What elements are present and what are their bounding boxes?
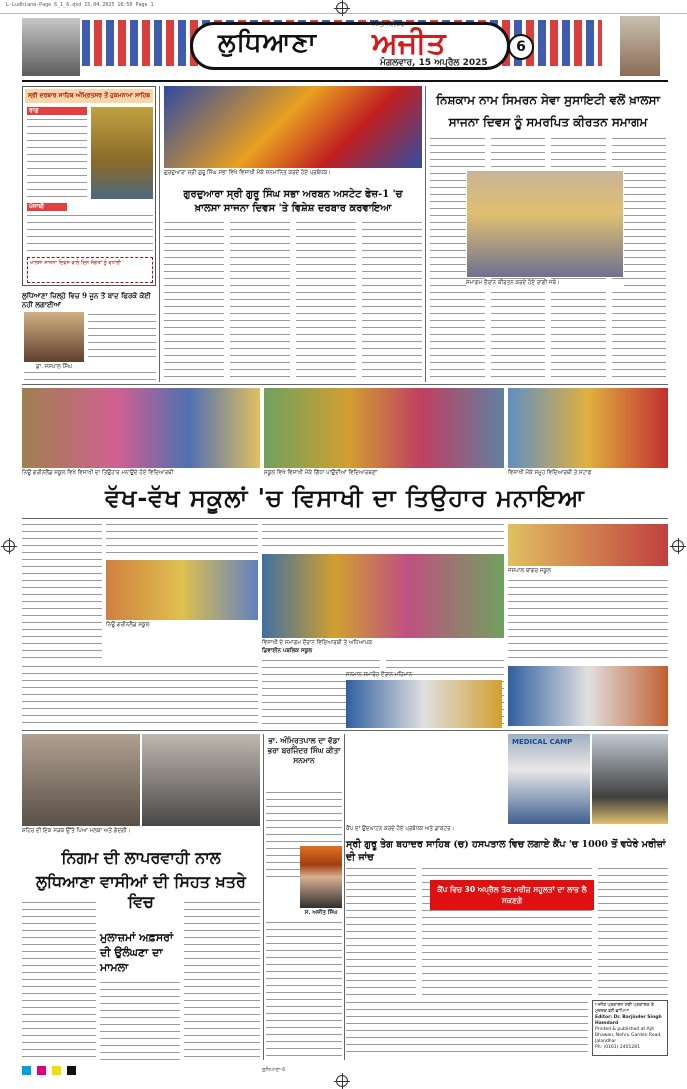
punjabi-label: ਪੰਜਾਬੀ — [27, 203, 67, 211]
clock-tower-image — [620, 16, 660, 76]
page-number: 6 — [508, 34, 534, 60]
imprint-line-4: Ph: (0161) 2401281 — [595, 1045, 640, 1050]
body-column — [296, 220, 356, 380]
color-bar — [22, 1064, 668, 1076]
school-photo-5-caption: ਵਿਸਾਖੀ ਦੇ ਸਮਾਗਮ ਦੌਰਾਨ ਵਿਦਿਆਰਥੀ ਤੇ ਅਧਿਆਪਕ — [262, 640, 373, 646]
gurdwara-headline-2: ਖ਼ਾਲਸਾ ਸਾਜਨਾ ਦਿਵਸ 'ਤੇ ਵਿਸ਼ੇਸ਼ ਦਰਬਾਰ ਕਰਵਾਇਆ — [194, 203, 392, 214]
section-name: ਲੁਧਿਆਣਾ — [218, 28, 317, 58]
body-column — [598, 866, 668, 998]
section-rule — [22, 384, 668, 385]
camp-photo-2 — [592, 734, 668, 824]
camp-headline: ਸ੍ਰੀ ਗੁਰੂ ਤੇਗ ਬਹਾਦਰ ਸਾਹਿਬ (ਚ) ਹਸਪਤਾਲ ਵਿਚ ਲਗਾਏ ਕੈਂਪ 'ਚ 1000 ਤੋਂ ਵਧੇਰੇ ਮਰੀਜ਼ਾਂ ਦੀ ਜਾਂਚ — [346, 839, 666, 863]
nigam-body-2 — [100, 980, 180, 1060]
section-rule — [22, 518, 668, 519]
camp-photo-caption: ਕੈਂਪ ਦਾ ਉਦਘਾਟਨ ਕਰਦੇ ਹੋਏ ਪ੍ਰਬੰਧਕ ਅਤੇ ਡਾਕਟਰ। — [346, 826, 455, 832]
body-column — [230, 220, 290, 380]
hukamnama-text — [27, 117, 87, 201]
portrait-caption: ਡਾ. ਜਸਪਾਲ ਸਿੰਘ — [35, 364, 72, 370]
imprint-box — [592, 1000, 668, 1056]
nigam-body-3 — [184, 900, 260, 1060]
school-photo-1-caption: ਨਿਊ ਗਰੀਨਲੈਂਡ ਸਕੂਲ ਵਿਖੇ ਵਿਸਾਖੀ ਦਾ ਤਿਉਹਾਰ ਮਨਾਉਂਦੇ ਹੋਏ ਵਿਦਿਆਰਥੀ — [22, 470, 174, 476]
school-sub-1: ਨਿਊ ਗਰੀਨਲੈਂਡ ਸਕੂਲ — [106, 622, 150, 628]
nigam-body-1 — [22, 900, 96, 1060]
translation-text — [27, 213, 153, 253]
school-photo-3 — [508, 388, 668, 468]
side-story-text — [88, 312, 156, 360]
statue-image — [22, 18, 80, 76]
registration-mark-icon — [672, 540, 684, 552]
garbage-photo-2 — [142, 734, 260, 826]
kirtan-photo — [466, 170, 624, 278]
school-sub-2: ਡਿਵਾਈਨ ਪਬਲਿਕ ਸਕੂਲ — [262, 648, 313, 654]
gurdwara-body — [164, 220, 422, 380]
yellow-swatch — [52, 1066, 61, 1075]
school-sub-3: ਜਸਪਾਲ ਬਾਂਗਰ ਸਕੂਲ — [508, 568, 551, 574]
nigam-headline-1: ਨਿਗਮ ਦੀ ਲਾਪਰਵਾਹੀ ਨਾਲ — [61, 848, 221, 867]
cyan-swatch — [22, 1066, 31, 1075]
school-photo-1 — [22, 388, 260, 468]
camp-photo-1 — [508, 734, 590, 824]
obituary-photo — [300, 846, 342, 908]
body-column — [346, 866, 416, 998]
raag-label: ਰਾਗੁ — [27, 107, 87, 115]
event-photo — [346, 680, 502, 728]
nishkam-headline-2: ਸਾਜਨਾ ਦਿਵਸ ਨੂੰ ਸਮਰਪਿਤ ਕੀਰਤਨ ਸਮਾਗਮ — [448, 115, 648, 129]
school-photo-2-caption: ਸਕੂਲ ਵਿਖੇ ਵਿਸਾਖੀ ਮੌਕੇ ਗਿੱਧਾ ਪਾਉਂਦੀਆਂ ਵਿਦਿਆਰਥਣਾਂ — [264, 470, 377, 476]
schools-body-mid — [262, 522, 504, 552]
section-rule — [22, 730, 668, 731]
nigam-pullquote: ਮੁਲਾਜ਼ਮਾਂ ਅਫ਼ਸਰਾਂ ਦੀ ਉਲੰਘਣਾ ਦਾ ਮਾਮਲਾ — [100, 931, 174, 974]
column-divider — [159, 86, 160, 382]
masthead — [22, 14, 668, 78]
side-story-headline: ਲੁਧਿਆਣਾ ਜ਼ਿਲ੍ਹੇ ਵਿਚ 9 ਜੂਨ ਤੋਂ ਬਾਦ ਫਿਰਕੋ ਕੋਈ ਨਹੀਂ ਲਗਾਈਆਂ — [22, 291, 151, 309]
registration-mark-icon — [336, 2, 348, 14]
body-column — [164, 220, 224, 380]
crop-line: L-Ludhiana-Page 6_1_6.qxd 15.04.2025 16:50 Page 1 — [0, 0, 687, 14]
imprint-line-2: Editor: Dr. Barjinder Singh Hamdard — [595, 1015, 662, 1026]
kirtan-photo-caption: ਸਮਾਗਮ ਦੌਰਾਨ ਕੀਰਤਨ ਕਰਦੇ ਹੋਏ ਰਾਗੀ ਜਥੇ। — [466, 280, 624, 287]
bottom-line: ਲੁਧਿਆਣਾ-6 — [262, 1067, 286, 1073]
registration-mark-icon — [336, 1075, 348, 1087]
nishkam-headline-1: ਨਿਸ਼ਕਾਮ ਨਾਮ ਸਿਮਰਨ ਸੇਵਾ ਸੁਸਾਇਟੀ ਵਲੋਂ ਖ਼ਾਲਸਾ — [436, 93, 660, 107]
edition-tag: ਅਜੀਤ ਜਲੰਧਰ — [367, 20, 405, 28]
paper-name: ਅਜੀਤ — [372, 26, 446, 61]
schools-body-left — [22, 522, 102, 660]
gurdwara-photo-caption: ਗੁਰਦੁਆਰਾ ਸ੍ਰੀ ਗੁਰੂ ਸਿੰਘ ਸਭਾ ਵਿਖੇ ਵਿਸਾਖੀ ਮੌਕੇ ਸਨਮਾਨਿਤ ਕਰਦੇ ਹੋਏ ਪ੍ਰਬੰਧਕ। — [164, 170, 332, 176]
school-photo-2 — [264, 388, 504, 468]
gurdwara-headline-1: ਗੁਰਦੁਆਰਾ ਸ੍ਰੀ ਗੁਰੂ ਸਿੰਘ ਸਭਾ ਅਰਬਨ ਅਸਟੇਟ ਫੇਜ਼-1 'ਚ — [183, 189, 403, 200]
schools-body-right — [508, 578, 668, 662]
column-divider — [263, 734, 264, 1060]
obituary-headline: ਭਾ. ਅੰਮ੍ਰਿਤਪਾਲ ਦਾ ਵੱਡਾ ਭਰਾ ਬਰਜਿੰਦਰ ਸਿੰਘ ਕੀਤਾ ਸਨਮਾਨ — [267, 736, 341, 765]
schools-main-headline: ਵੱਖ-ਵੱਖ ਸਕੂਲਾਂ 'ਚ ਵਿਸਾਖੀ ਦਾ ਤਿਉਹਾਰ ਮਨਾਇਆ — [105, 483, 585, 512]
camp-body-bottom — [346, 1000, 588, 1056]
school-photo-4 — [106, 560, 258, 620]
camp-banner: MEDICAL CAMP — [512, 738, 573, 746]
garbage-photo-caption: ਸ਼ਹਿਰ ਦੀ ਇਕ ਸੜਕ ਉੱਤੇ ਪਿਆ ਮਲਬਾ ਅਤੇ ਗੰਦਗੀ। — [22, 828, 131, 834]
imprint-line-3: Printed & published at Ajit Bhawan, Nehru Garden Road, Jalandhar — [595, 1027, 662, 1044]
nigam-headline-2: ਲੁਧਿਆਣਾ ਵਾਸੀਆਂ ਦੀ ਸਿਹਤ ਖ਼ਤਰੇ ਵਿਚ — [36, 872, 246, 911]
golden-temple-photo — [91, 107, 153, 199]
camp-subhead: ਕੈਂਪ ਵਿਚ 30 ਅਪ੍ਰੈਲ ਤੱਕ ਮਰੀਜ਼ ਸਹੂਲਤਾਂ ਦਾ ਲਾਭ ਲੈ ਸਕਣਗੇ — [430, 880, 594, 910]
gurdwara-photo — [164, 86, 422, 168]
notice-box: ਖਾਲਸਾ ਸਾਜਨਾ ਦਿਵਸ ਵਾਲੇ ਦਿਨ ਸੰਗਤਾਂ ਨੂੰ ਵਧਾਈ — [27, 257, 153, 283]
school-photo-6 — [508, 524, 668, 566]
body-column — [362, 220, 422, 380]
obituary-body-2 — [266, 920, 342, 1060]
hukamnama-box — [22, 86, 156, 286]
hukamnama-banner: ਸ੍ਰੀ ਦਰਬਾਰ ਸਾਹਿਬ ਅੰਮ੍ਰਿਤਸਰ ਤੋਂ ਹੁਕਮਨਾਮਾ ਸਾਹਿਬ — [25, 89, 153, 103]
black-swatch — [67, 1066, 76, 1075]
masthead-rule — [22, 80, 668, 82]
registration-mark-icon — [3, 540, 15, 552]
side-story-text-2 — [24, 370, 156, 382]
school-photo-3-caption: ਵਿਸਾਖੀ ਮੌਕੇ ਸਮੂਹ ਵਿਦਿਆਰਥੀ ਤੇ ਸਟਾਫ — [508, 470, 592, 476]
schools-body-lower — [22, 664, 258, 726]
column-divider — [344, 734, 345, 1060]
garbage-photo-1 — [22, 734, 140, 826]
obituary-name: ਸ. ਅਜੀਤ ਸਿੰਘ — [304, 910, 338, 916]
magenta-swatch — [37, 1066, 46, 1075]
school-photo-7 — [508, 666, 668, 726]
imprint-line-1: ਅਜੀਤ ਪ੍ਰਕਾਸ਼ਨ ਲਈ ਪ੍ਰਕਾਸ਼ਕ ਤੇ ਮੁਦਰਕ ਵਲੋਂ ਛਾਪਿਆ — [595, 1003, 654, 1014]
school-photo-5 — [262, 554, 504, 638]
portrait-photo — [24, 312, 84, 362]
schools-body-mid-left — [106, 522, 258, 558]
issue-date: ਮੰਗਲਵਾਰ, 15 ਅਪ੍ਰੈਲ 2025 — [380, 58, 488, 68]
column-divider — [425, 86, 426, 382]
event-photo-caption: ਸਨਮਾਨ ਸਮਾਰੋਹ ਦੌਰਾਨ ਮਹਿਮਾਨ — [346, 672, 413, 678]
